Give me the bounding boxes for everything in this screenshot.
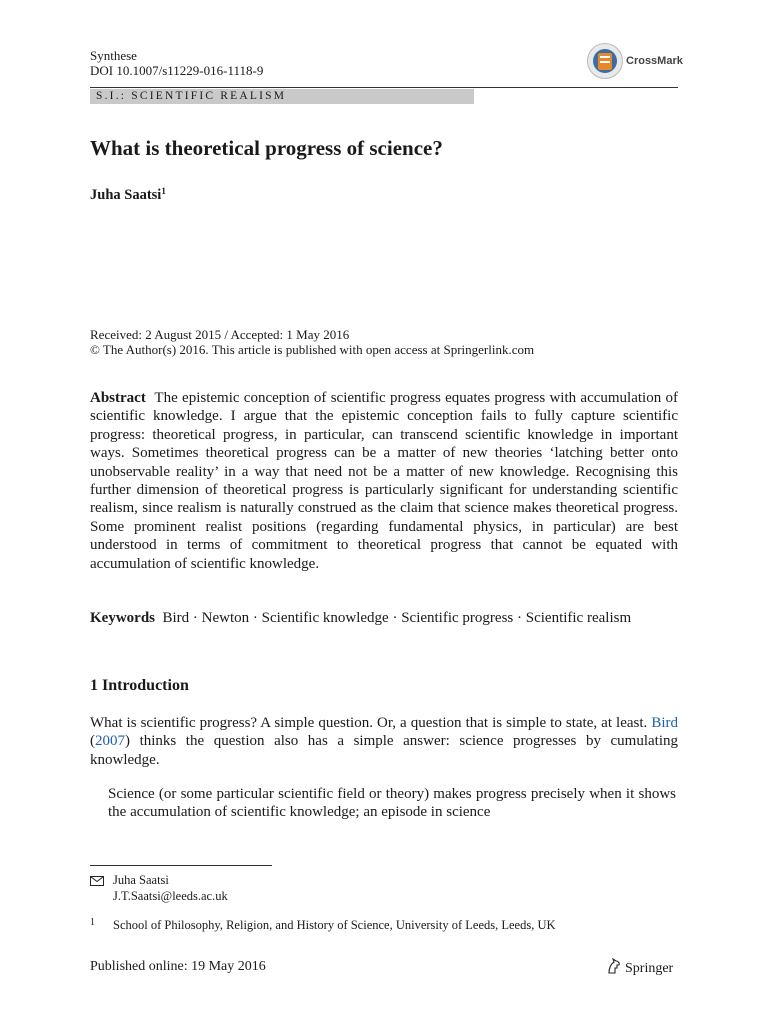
contact-email[interactable]: J.T.Saatsi@leeds.ac.uk xyxy=(113,889,228,903)
author-name-text: Juha Saatsi xyxy=(90,187,162,203)
footnote-rule xyxy=(90,865,272,866)
keywords-text: Bird · Newton · Scientific knowledge · Scientific progress · Scientific realism xyxy=(162,610,632,626)
affiliation-text: School of Philosophy, Religion, and History of Science, University of Leeds, Leeds, UK xyxy=(113,918,556,932)
citation-close: ) xyxy=(125,733,130,750)
crossmark-icon[interactable] xyxy=(587,43,623,79)
contact-name: Juha Saatsi xyxy=(113,873,169,887)
citation-open: ( xyxy=(90,733,95,750)
header-rule xyxy=(90,87,678,88)
keywords-label: Keywords xyxy=(90,610,155,626)
copyright-line: © The Author(s) 2016. This article is published with open access at Springerlink.com xyxy=(90,342,535,357)
publisher-name: Springer xyxy=(625,961,674,976)
intro-text-end: thinks the question also has a simple answer: science progresses by cumulating knowledge. xyxy=(90,733,678,768)
block-quote: Science (or some particular scientific field or theory) makes progress precisely when it shows the accumulation of scientific knowledge; an episode in science xyxy=(108,786,676,821)
affiliation-mark: 1 xyxy=(90,917,95,928)
received-dates: Received: 2 August 2015 / Accepted: 1 May 2016 xyxy=(90,327,350,342)
section-heading: 1 Introduction xyxy=(90,677,189,694)
keywords xyxy=(90,609,678,627)
publisher-logo xyxy=(606,958,673,977)
article-title: What is theoretical progress of science? xyxy=(90,136,443,160)
citation-bird-link[interactable]: Bird xyxy=(651,715,678,731)
envelope-icon xyxy=(90,874,104,890)
author-affil-mark[interactable]: 1 xyxy=(161,186,166,196)
author-name xyxy=(90,186,166,204)
crossmark-label[interactable]: CrossMark xyxy=(626,55,683,67)
abstract-label: Abstract xyxy=(90,390,146,406)
section-label: S.I.: SCIENTIFIC REALISM xyxy=(96,90,287,102)
journal-name: Synthese xyxy=(90,48,137,63)
intro-paragraph xyxy=(90,714,678,769)
published-online: Published online: 19 May 2016 xyxy=(90,959,266,974)
abstract xyxy=(90,389,678,573)
doi[interactable]: DOI 10.1007/s11229-016-1118-9 xyxy=(90,63,264,78)
abstract-text: The epistemic conception of scientific progress equates progress with accumulation of scientific knowledge. I argue that the epistemic conception fails to fully capture scientific progress: theoretical progress, in particular, can transcend scientific knowledge in important ways. Sometimes theoretical progress can be a matter of new theories ‘latching better onto unobservable reality’ in a way that need not be a matter of new knowledge. Recognising this further dimension of theoretical progress is particularly significant for understanding scientific realism, since realism is naturally construed as the claim that science makes theoretical progress. Some prominent realist positions (regarding fundamental physics, in particular) are best understood in terms of commitment to theoretical progress that cannot be equated with accumulation of scientific knowledge. xyxy=(90,390,679,572)
springer-horse-icon xyxy=(606,958,622,974)
intro-text-start: What is scientific progress? A simple question. Or, a question that is simple to state, at least. xyxy=(90,715,652,731)
citation-year-link[interactable]: 2007 xyxy=(95,733,125,750)
